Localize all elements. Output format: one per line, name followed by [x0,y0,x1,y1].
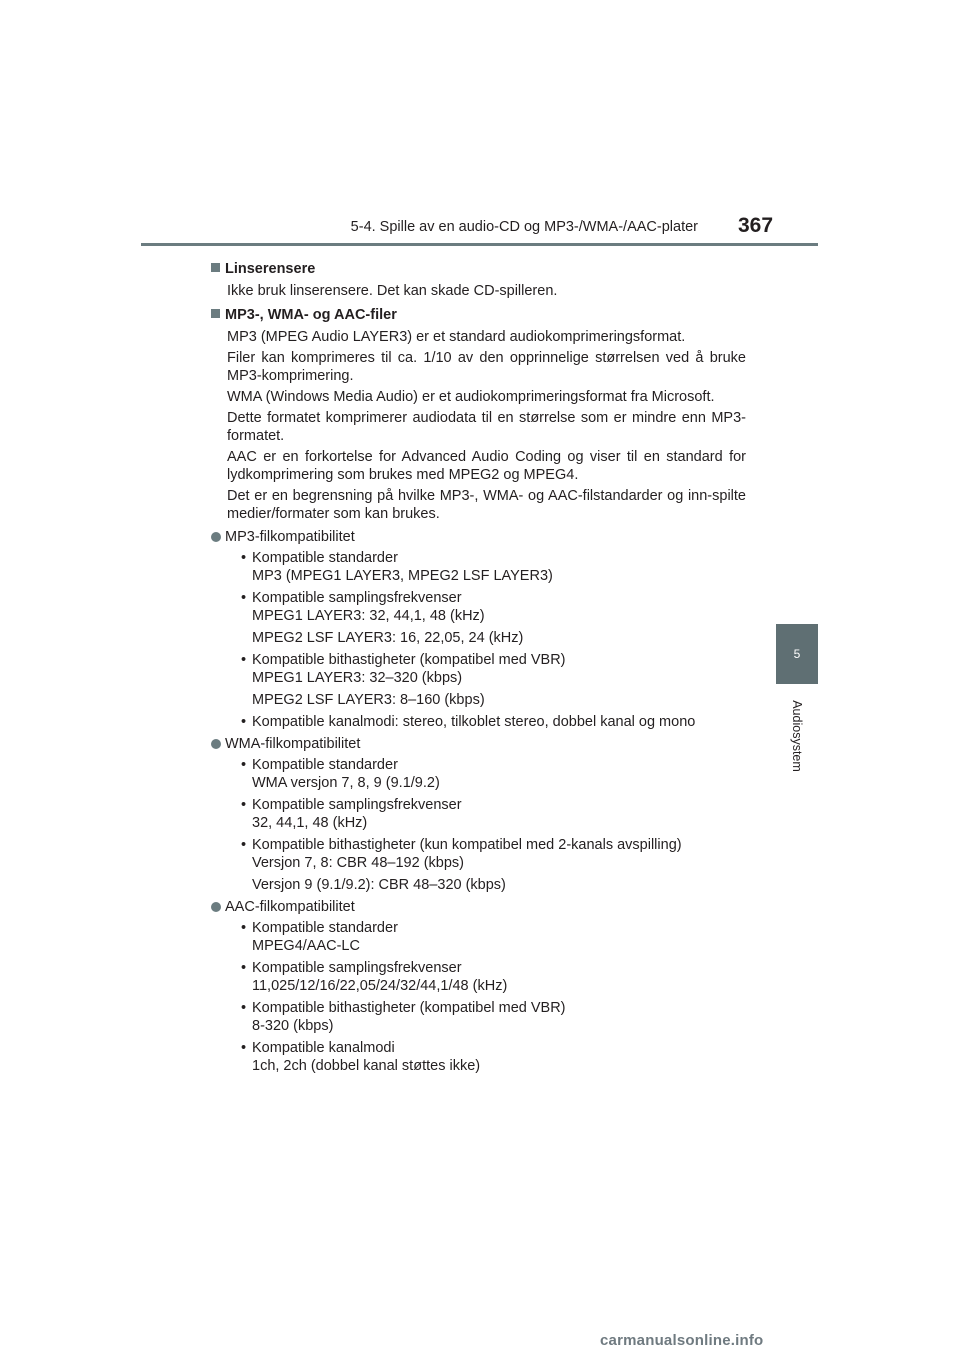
spec-label: • Kompatible standarder [243,919,746,937]
paragraph: Filer kan komprimeres til ca. 1/10 av den opprinnelige størrelsen ved å bruke MP3-komprimering. [227,350,746,384]
spec-label: • Kompatible samplingsfrekvenser [243,959,746,977]
spec-value: MPEG1 LAYER3: 32–320 (kbps) [252,670,463,686]
spec-label: • Kompatible samplingsfrekvenser [243,796,746,814]
spec-label: • Kompatible bithastigheter (kun kompatibel med 2-kanals avspilling) [243,836,746,854]
chapter-tab [776,624,818,684]
spec-value: 1ch, 2ch (dobbel kanal støttes ikke) [252,1058,481,1074]
aac-compat-heading: AAC-filkompatibilitet [211,898,746,916]
spec-value: Versjon 9 (9.1/9.2): CBR 48–320 (kbps) [252,877,506,893]
spec-value: 32, 44,1, 48 (kHz) [252,815,368,831]
running-header-title: 5-4. Spille av en audio-CD og MP3-/WMA-/AAC-plater [350,219,698,235]
page-content [211,254,746,1079]
circle-bullet-icon [211,902,221,912]
spec-item [243,959,746,995]
spec-item [243,836,746,894]
square-bullet-icon [211,263,220,272]
spec-item [243,651,746,709]
spec-value: MPEG2 LSF LAYER3: 8–160 (kbps) [252,692,485,708]
spec-label: • Kompatible samplingsfrekvenser [243,589,746,607]
spec-item [243,1039,746,1075]
section-heading-filer: MP3-, WMA- og AAC-filer [211,306,746,324]
circle-bullet-icon [211,532,221,542]
paragraph: MP3 (MPEG Audio LAYER3) er et standard audiokomprimeringsformat. [227,329,686,345]
spec-item [243,549,746,585]
spec-value: MPEG4/AAC-LC [252,938,360,954]
circle-bullet-icon [211,739,221,749]
wma-compat-heading: WMA-filkompatibilitet [211,735,746,753]
spec-value: WMA versjon 7, 8, 9 (9.1/9.2) [252,775,440,791]
spec-label: • Kompatible standarder [243,549,746,567]
section-heading-linserensere: Linserensere [211,260,746,278]
spec-item [243,756,746,792]
paragraph: Dette formatet komprimerer audiodata til en størrelse som er mindre enn MP3-formatet. [227,410,746,444]
chapter-number: 5 [793,647,801,661]
mp3-compat-heading: MP3-filkompatibilitet [211,528,746,546]
spec-value: MPEG1 LAYER3: 32, 44,1, 48 (kHz) [252,608,485,624]
spec-label: • Kompatible bithastigheter (kompatibel med VBR) [243,999,746,1017]
paragraph: AAC er en forkortelse for Advanced Audio Coding og viser til en standard for lydkomprimering som brukes med MPEG2 og MPEG4. [227,449,746,483]
chapter-label: Audiosystem [790,700,804,772]
paragraph: Ikke bruk linserensere. Det kan skade CD-spilleren. [227,283,558,299]
spec-item [243,713,746,731]
header-rule [141,243,818,246]
spec-label: • Kompatible kanalmodi: stereo, tilkoblet stereo, dobbel kanal og mono [243,713,746,731]
spec-value: 11,025/12/16/22,05/24/32/44,1/48 (kHz) [252,978,508,994]
watermark-link[interactable]: carmanualsonline.info [600,1332,764,1349]
paragraph: WMA (Windows Media Audio) er et audiokomprimeringsformat fra Microsoft. [227,389,715,405]
page-header [0,0,960,250]
spec-item [243,999,746,1035]
spec-item [243,589,746,647]
paragraph: Det er en begrensning på hvilke MP3-, WMA- og AAC-filstandarder og inn-spilte medier/formater som kan brukes. [227,488,746,522]
spec-value: Versjon 7, 8: CBR 48–192 (kbps) [252,855,464,871]
spec-item [243,796,746,832]
spec-value: MP3 (MPEG1 LAYER3, MPEG2 LSF LAYER3) [252,568,553,584]
page-number: 367 [738,214,774,237]
spec-label: • Kompatible standarder [243,756,746,774]
spec-item [243,919,746,955]
spec-label: • Kompatible kanalmodi [243,1039,746,1057]
spec-value: MPEG2 LSF LAYER3: 16, 22,05, 24 (kHz) [252,630,524,646]
square-bullet-icon [211,309,220,318]
spec-value: 8-320 (kbps) [252,1018,334,1034]
spec-label: • Kompatible bithastigheter (kompatibel med VBR) [243,651,746,669]
